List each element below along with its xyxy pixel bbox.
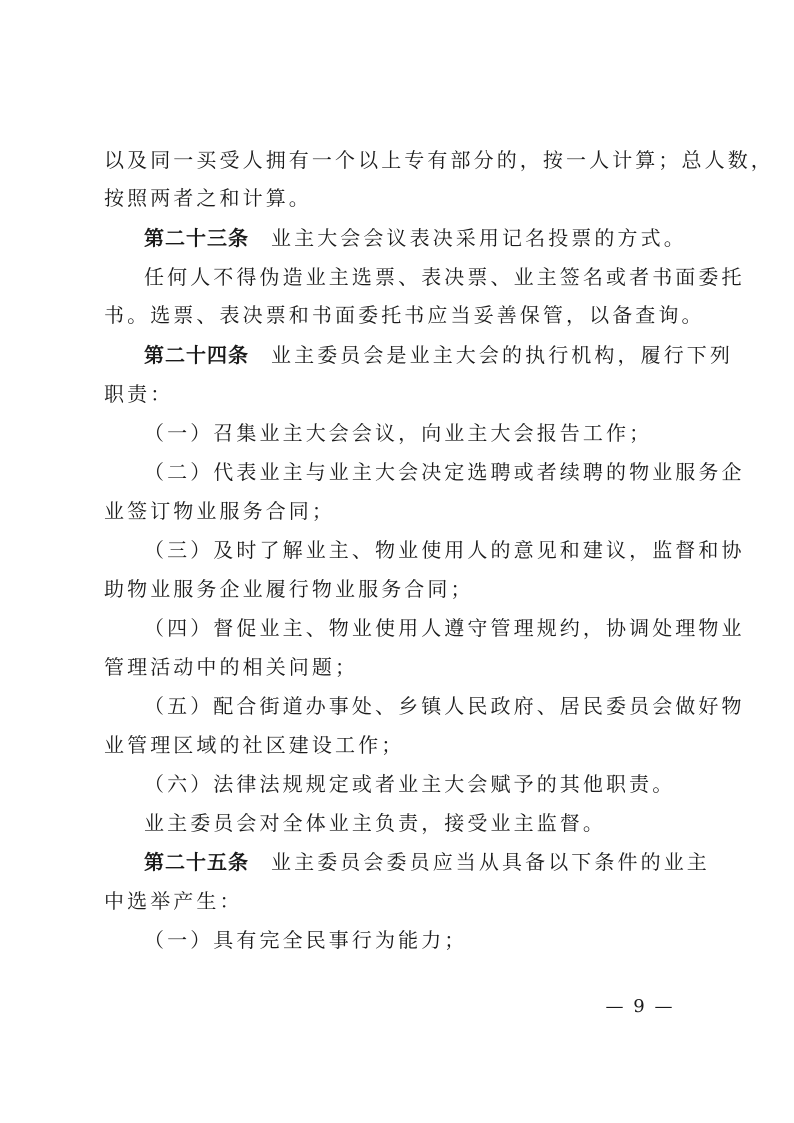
text-line: 业管理区域的社区建设工作；	[104, 733, 405, 757]
article-heading: 第二十四条	[144, 343, 249, 367]
list-item: （六）法律法规规定或者业主大会赋予的其他职责。	[144, 772, 676, 796]
text-line: 管理活动中的相关问题；	[104, 655, 359, 679]
list-item: （二）代表业主与业主大会决定选聘或者续聘的物业服务企	[144, 460, 745, 484]
article-text: 业主委员会是业主大会的执行机构，履行下列	[271, 343, 733, 367]
text-line: 按照两者之和计算。	[104, 186, 312, 210]
article-25	[144, 848, 710, 876]
article-24	[144, 341, 733, 369]
text-line: 以及同一买受人拥有一个以上专有部分的，按一人计算；总人数，	[104, 148, 774, 172]
list-item: （一）召集业主大会会议，向业主大会报告工作；	[144, 421, 653, 445]
text-line: 助物业服务企业履行物业服务合同；	[104, 577, 474, 601]
list-item: （四）督促业主、物业使用人遵守管理规约，协调处理物业	[144, 616, 745, 640]
article-23	[144, 224, 704, 252]
article-heading: 第二十三条	[144, 226, 249, 250]
article-heading: 第二十五条	[144, 850, 249, 874]
text-line: 书。选票、表决票和书面委托书应当妥善保管，以备查询。	[104, 303, 705, 327]
text-line: 业主委员会对全体业主负责，接受业主监督。	[144, 811, 606, 835]
article-text: 业主委员会委员应当从具备以下条件的业主	[271, 850, 710, 874]
text-line: 业签订物业服务合同；	[104, 499, 335, 523]
list-item: （五）配合街道办事处、乡镇人民政府、居民委员会做好物	[144, 694, 745, 718]
text-line: 中选举产生：	[104, 889, 243, 913]
text-line: 职责：	[104, 382, 174, 406]
text-line: 任何人不得伪造业主选票、表决票、业主签名或者书面委托	[144, 265, 745, 289]
article-text: 业主大会会议表决采用记名投票的方式。	[271, 226, 687, 250]
page-number: — 9 —	[605, 996, 675, 1017]
list-item: （三）及时了解业主、物业使用人的意见和建议，监督和协	[144, 538, 745, 562]
list-item: （一）具有完全民事行为能力；	[144, 928, 468, 952]
